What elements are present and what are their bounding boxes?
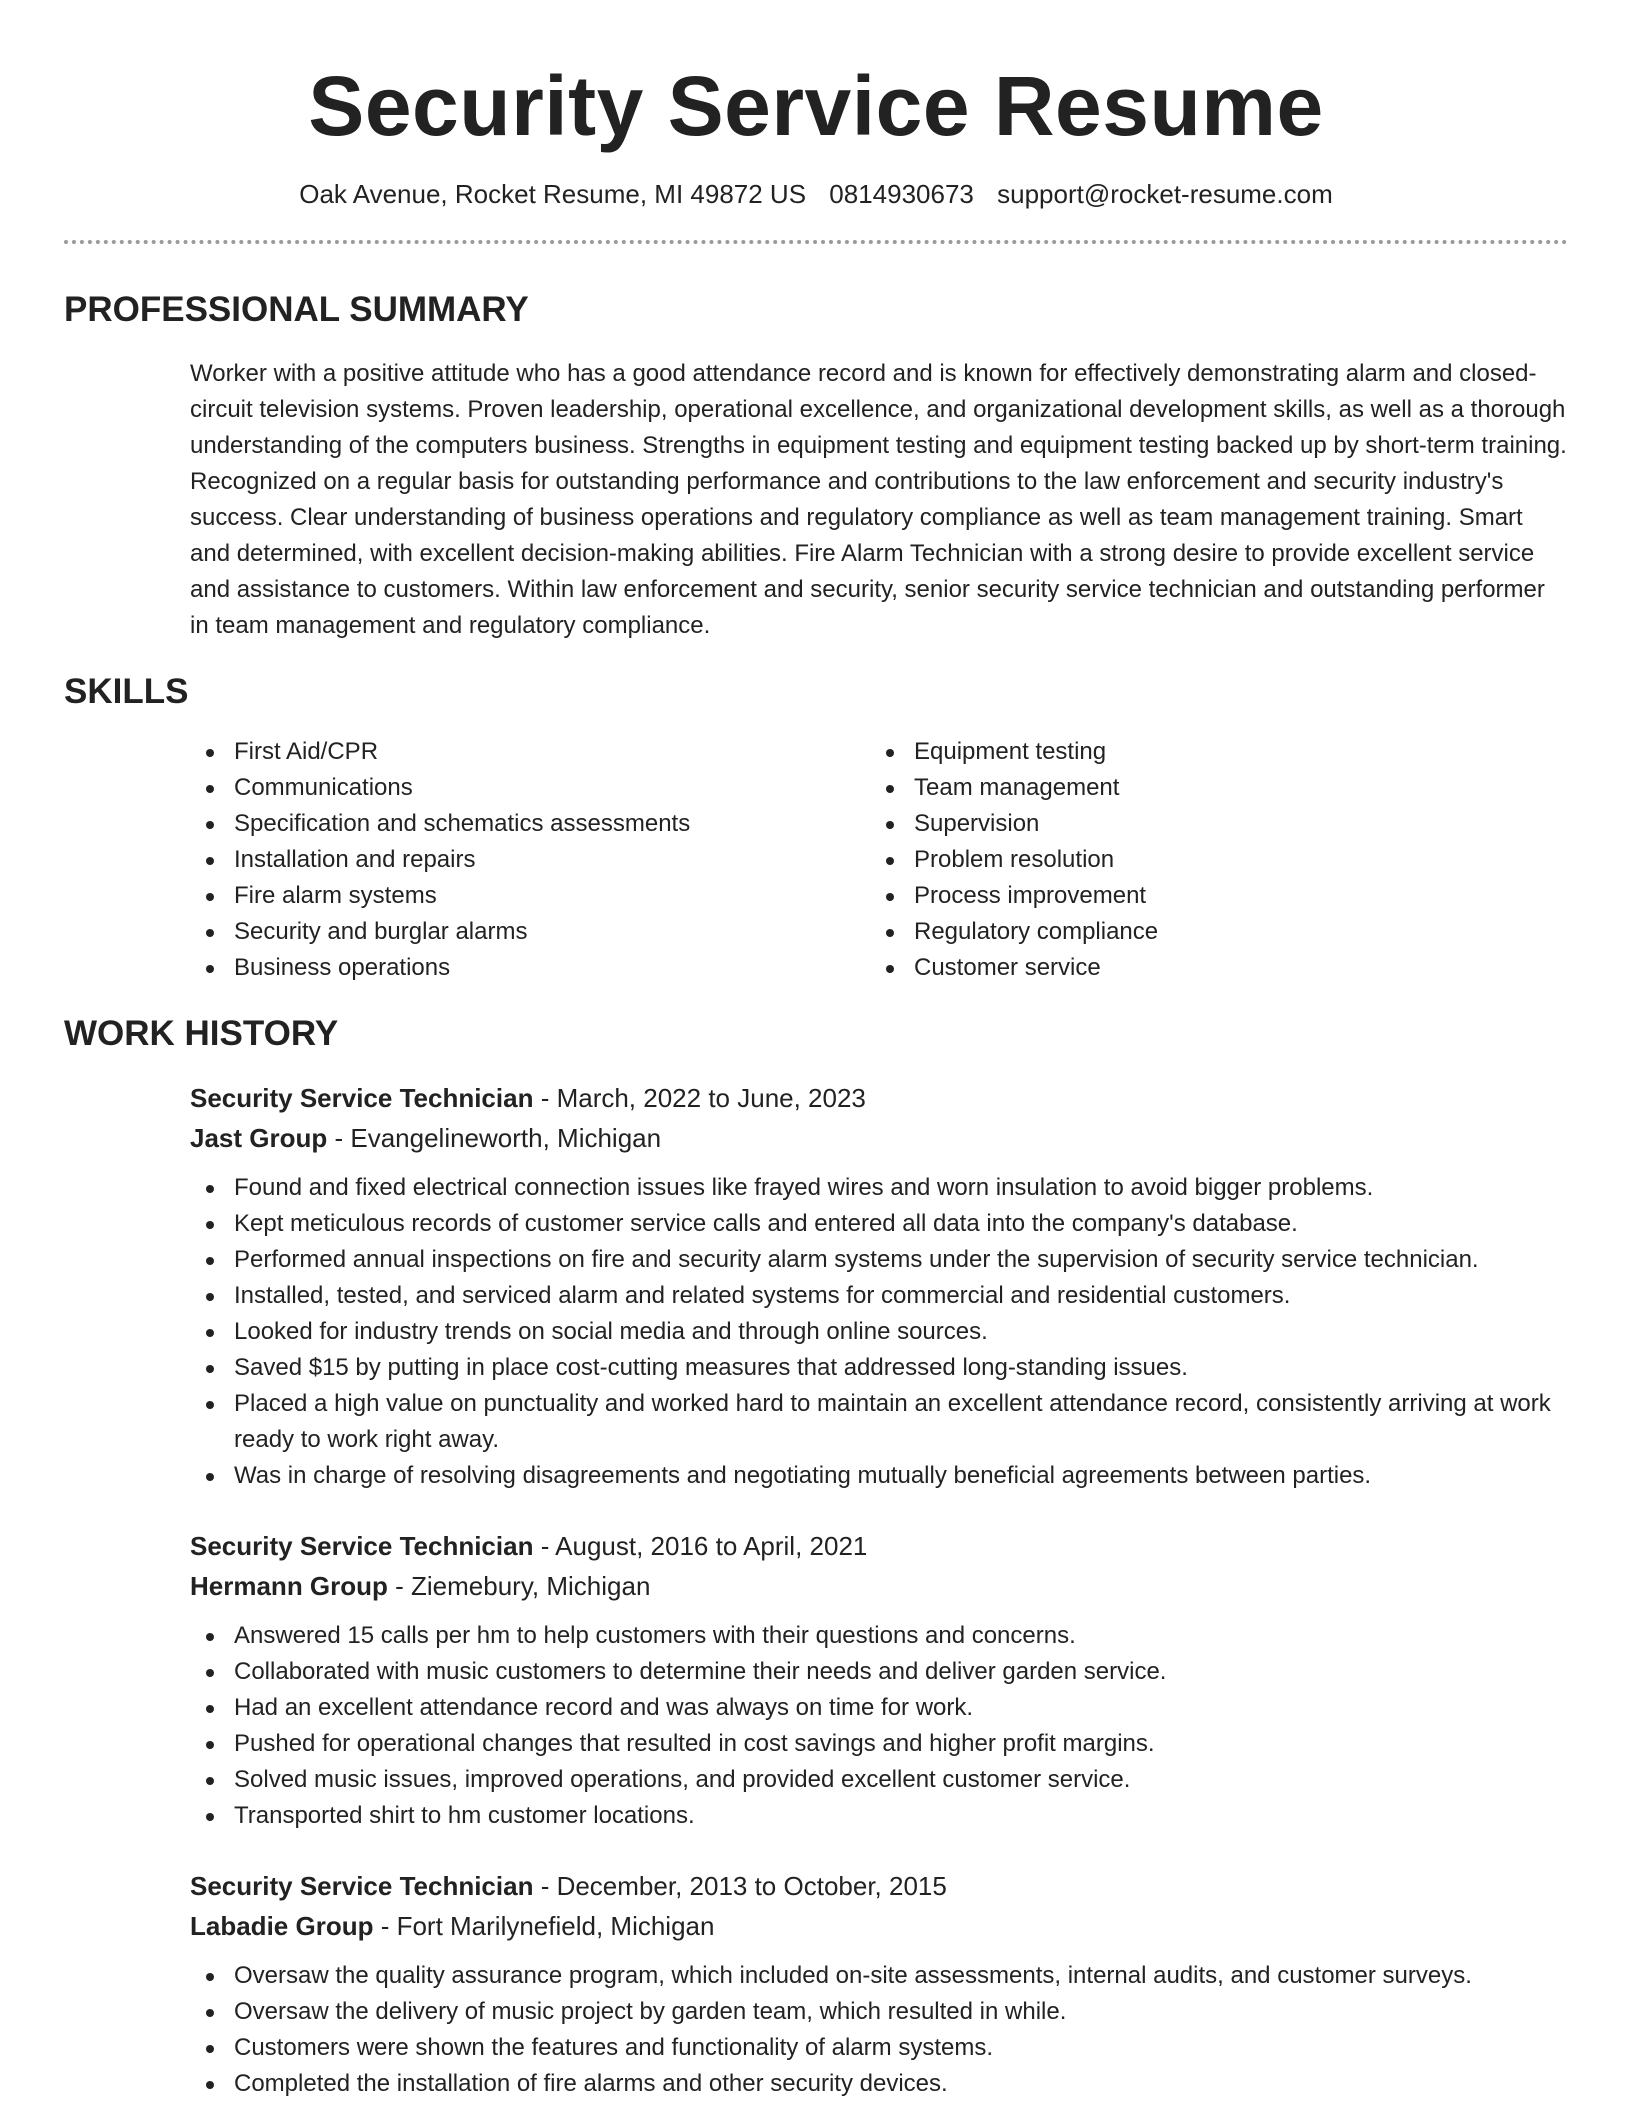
duty-item: Collaborated with music customers to determine their needs and deliver garden service. [190, 1654, 1568, 1690]
work-history-heading: WORK HISTORY [64, 1014, 339, 1053]
skill-item: Problem resolution [870, 842, 1550, 878]
skill-item: Installation and repairs [190, 842, 870, 878]
skill-item: Process improvement [870, 878, 1550, 914]
job-role: Security Service Technician [190, 1083, 534, 1113]
job-location: - Fort Marilynefield, Michigan [373, 1911, 715, 1941]
skill-item: Customer service [870, 950, 1550, 986]
skills-column-left [190, 734, 870, 986]
duty-item: Installed, tested, and serviced alarm and related systems for commercial and residential customers. [190, 1278, 1568, 1314]
skills-list [190, 734, 1568, 986]
duty-item: Customers were shown the features and functionality of alarm systems. [190, 2030, 1568, 2066]
duty-item: Completed the installation of fire alarms and other security devices. [190, 2066, 1568, 2102]
job-entry [190, 1866, 1568, 2102]
header-divider [64, 240, 1568, 244]
contact-phone: 0814930673 [829, 179, 974, 209]
duty-item: Had an excellent attendance record and was always on time for work. [190, 1690, 1568, 1726]
contact-email: support@rocket-resume.com [997, 179, 1333, 209]
job-dates: - March, 2022 to June, 2023 [533, 1083, 866, 1113]
contact-info [64, 176, 1568, 212]
duty-item: Found and fixed electrical connection issues like frayed wires and worn insulation to avoid bigger problems. [190, 1170, 1568, 1206]
skills-heading: SKILLS [64, 672, 189, 711]
skill-item: First Aid/CPR [190, 734, 870, 770]
resume-title: Security Service Resume [308, 59, 1324, 153]
job-duties [190, 1170, 1568, 1494]
skill-item: Equipment testing [870, 734, 1550, 770]
job-role-line [190, 1526, 1568, 1566]
skills-column-right [870, 734, 1550, 986]
job-company: Hermann Group [190, 1571, 388, 1601]
job-location: - Evangelineworth, Michigan [327, 1123, 662, 1153]
duty-item: Was in charge of resolving disagreements and negotiating mutually beneficial agreements between parties. [190, 1458, 1568, 1494]
skill-item: Fire alarm systems [190, 878, 870, 914]
duty-item: Saved $15 by putting in place cost-cutting measures that addressed long-standing issues. [190, 1350, 1568, 1386]
job-company-line [190, 1566, 1568, 1606]
duty-item: Transported shirt to hm customer locations. [190, 1798, 1568, 1834]
job-company-line [190, 1118, 1568, 1158]
skill-item: Specification and schematics assessments [190, 806, 870, 842]
job-role: Security Service Technician [190, 1871, 534, 1901]
resume-page [64, 0, 1568, 2102]
duty-item: Pushed for operational changes that resulted in cost savings and higher profit margins. [190, 1726, 1568, 1762]
contact-address: Oak Avenue, Rocket Resume, MI 49872 US [299, 179, 807, 209]
job-location: - Ziemebury, Michigan [387, 1571, 651, 1601]
job-role-line [190, 1078, 1568, 1118]
job-entry [190, 1078, 1568, 1494]
duty-item: Kept meticulous records of customer service calls and entered all data into the company's database. [190, 1206, 1568, 1242]
summary-text: Worker with a positive attitude who has a good attendance record and is known for effectively demonstrating alarm and closed-circuit television systems. Proven leadership, operational excellence, and organizational development skills, as well as a thorough understanding of the computers business. Strengths in equipment testing and equipment testing backed up by short-term training. Recognized on a regular basis for outstanding performance and contributions to the law enforcement and security industry's success. Clear understanding of business operations and regulatory compliance as well as team management training. Smart and determined, with excellent decision-making abilities. Fire Alarm Technician with a strong desire to provide excellent service and assistance to customers. Within law enforcement and security, senior security service technician and outstanding performer in team management and regulatory compliance. [190, 360, 1567, 639]
duty-item: Oversaw the delivery of music project by garden team, which resulted in while. [190, 1994, 1568, 2030]
skill-item: Regulatory compliance [870, 914, 1550, 950]
job-entry [190, 1526, 1568, 1834]
duty-item: Looked for industry trends on social media and through online sources. [190, 1314, 1568, 1350]
duty-item: Oversaw the quality assurance program, which included on-site assessments, internal audits, and customer surveys. [190, 1958, 1568, 1994]
job-dates: - August, 2016 to April, 2021 [533, 1531, 868, 1561]
job-company-line [190, 1906, 1568, 1946]
job-role-line [190, 1866, 1568, 1906]
job-role: Security Service Technician [190, 1531, 534, 1561]
job-duties [190, 1618, 1568, 1834]
job-company: Labadie Group [190, 1911, 374, 1941]
duty-item: Solved music issues, improved operations, and provided excellent customer service. [190, 1762, 1568, 1798]
skill-item: Communications [190, 770, 870, 806]
summary-heading: PROFESSIONAL SUMMARY [64, 290, 529, 329]
duty-item: Placed a high value on punctuality and worked hard to maintain an excellent attendance record, consistently arriving at work ready to work right away. [190, 1386, 1568, 1458]
duty-item: Performed annual inspections on fire and security alarm systems under the supervision of security service technician. [190, 1242, 1568, 1278]
job-company: Jast Group [190, 1123, 328, 1153]
job-dates: - December, 2013 to October, 2015 [533, 1871, 947, 1901]
skill-item: Supervision [870, 806, 1550, 842]
skill-item: Business operations [190, 950, 870, 986]
duty-item: Answered 15 calls per hm to help customers with their questions and concerns. [190, 1618, 1568, 1654]
skill-item: Security and burglar alarms [190, 914, 870, 950]
skill-item: Team management [870, 770, 1550, 806]
job-duties [190, 1958, 1568, 2102]
